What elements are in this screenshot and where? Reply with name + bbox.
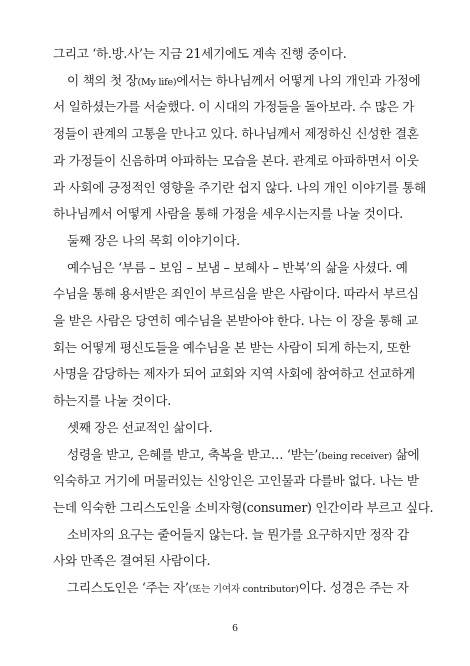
text-line: 사명을 감당하는 제자가 되어 교회와 지역 사회에 참여하고 선교하게 xyxy=(53,366,415,382)
text-line: 소비자의 요구는 줄어들지 않는다. 늘 뭔가를 요구하지만 정작 감 xyxy=(67,526,409,542)
text-line: 과 가정들이 신음하며 아파하는 모습을 본다. 관계로 아파하면서 이웃 xyxy=(53,152,419,168)
text-line: 셋째 장은 선교적인 삶이다. xyxy=(67,419,213,435)
text-line: 수님을 통해 용서받은 죄인이 부르심을 받은 사람이다. 따라서 부르심 xyxy=(53,286,419,302)
text-line xyxy=(67,446,423,466)
text-line: 예수님은 ‘부름 – 보임 – 보냄 – 보혜사 – 반복’의 삶을 사셨다. 예 xyxy=(67,259,408,275)
text-line: 그리고 ‘하.방.사’는 지금 21세기에도 계속 진행 중이다. xyxy=(53,46,347,61)
text-line xyxy=(67,72,423,92)
text-line: 회는 어떻게 평신도들을 예수님을 본 받는 사람이 되게 하는지, 또한 xyxy=(53,339,411,355)
text-segment: 삶에 xyxy=(391,446,420,462)
small-annotation: (being receiver) xyxy=(318,450,392,462)
text-line: 익숙하고 거기에 머물러있는 신앙인은 고인물과 다를바 없다. 나는 받 xyxy=(53,473,419,489)
text-line xyxy=(67,579,423,599)
text-line: 을 받은 사람은 당연히 예수님을 본받아야 한다. 나는 이 장을 통해 교 xyxy=(53,313,418,328)
small-annotation: (My life) xyxy=(137,76,177,88)
text-line: 하나님께서 어떻게 사람을 통해 가정을 세우시는지를 나눌 것이다. xyxy=(53,206,403,222)
text-segment: 이다. 성경은 주는 자 xyxy=(298,580,409,595)
text-segment: 이 책의 첫 장 xyxy=(67,72,138,88)
small-annotation: (또는 기여자 contributor) xyxy=(188,584,299,595)
text-line: 서 일하셨는가를 서술했다. 이 시대의 가정들을 돌아보라. 수 많은 가 xyxy=(53,99,415,115)
text-segment: 성령을 받고, 은혜를 받고, 축복을 받고… ‘받는’ xyxy=(67,446,319,462)
text-line: 정들이 관계의 고통을 만나고 있다. 하나님께서 제정하신 신성한 결혼 xyxy=(53,126,419,142)
text-line: 는데 익숙한 그리스도인을 소비자형(consumer) 인간이라 부르고 싶다. xyxy=(53,499,434,515)
text-line: 둘째 장은 나의 목회 이야기이다. xyxy=(67,232,240,248)
text-line: 과 사회에 긍정적인 영향을 주기란 쉽지 않다. 나의 개인 이야기를 통해 xyxy=(53,179,426,195)
text-segment: 그리스도인은 ‘주는 자’ xyxy=(67,580,189,595)
text-line: 사와 만족은 결여된 사람이다. xyxy=(53,553,211,569)
text-segment: 에서는 하나님께서 어떻게 나의 개인과 가정에 xyxy=(176,72,421,88)
page-number: 6 xyxy=(232,622,238,634)
text-line: 하는지를 나눌 것이다. xyxy=(53,393,171,409)
